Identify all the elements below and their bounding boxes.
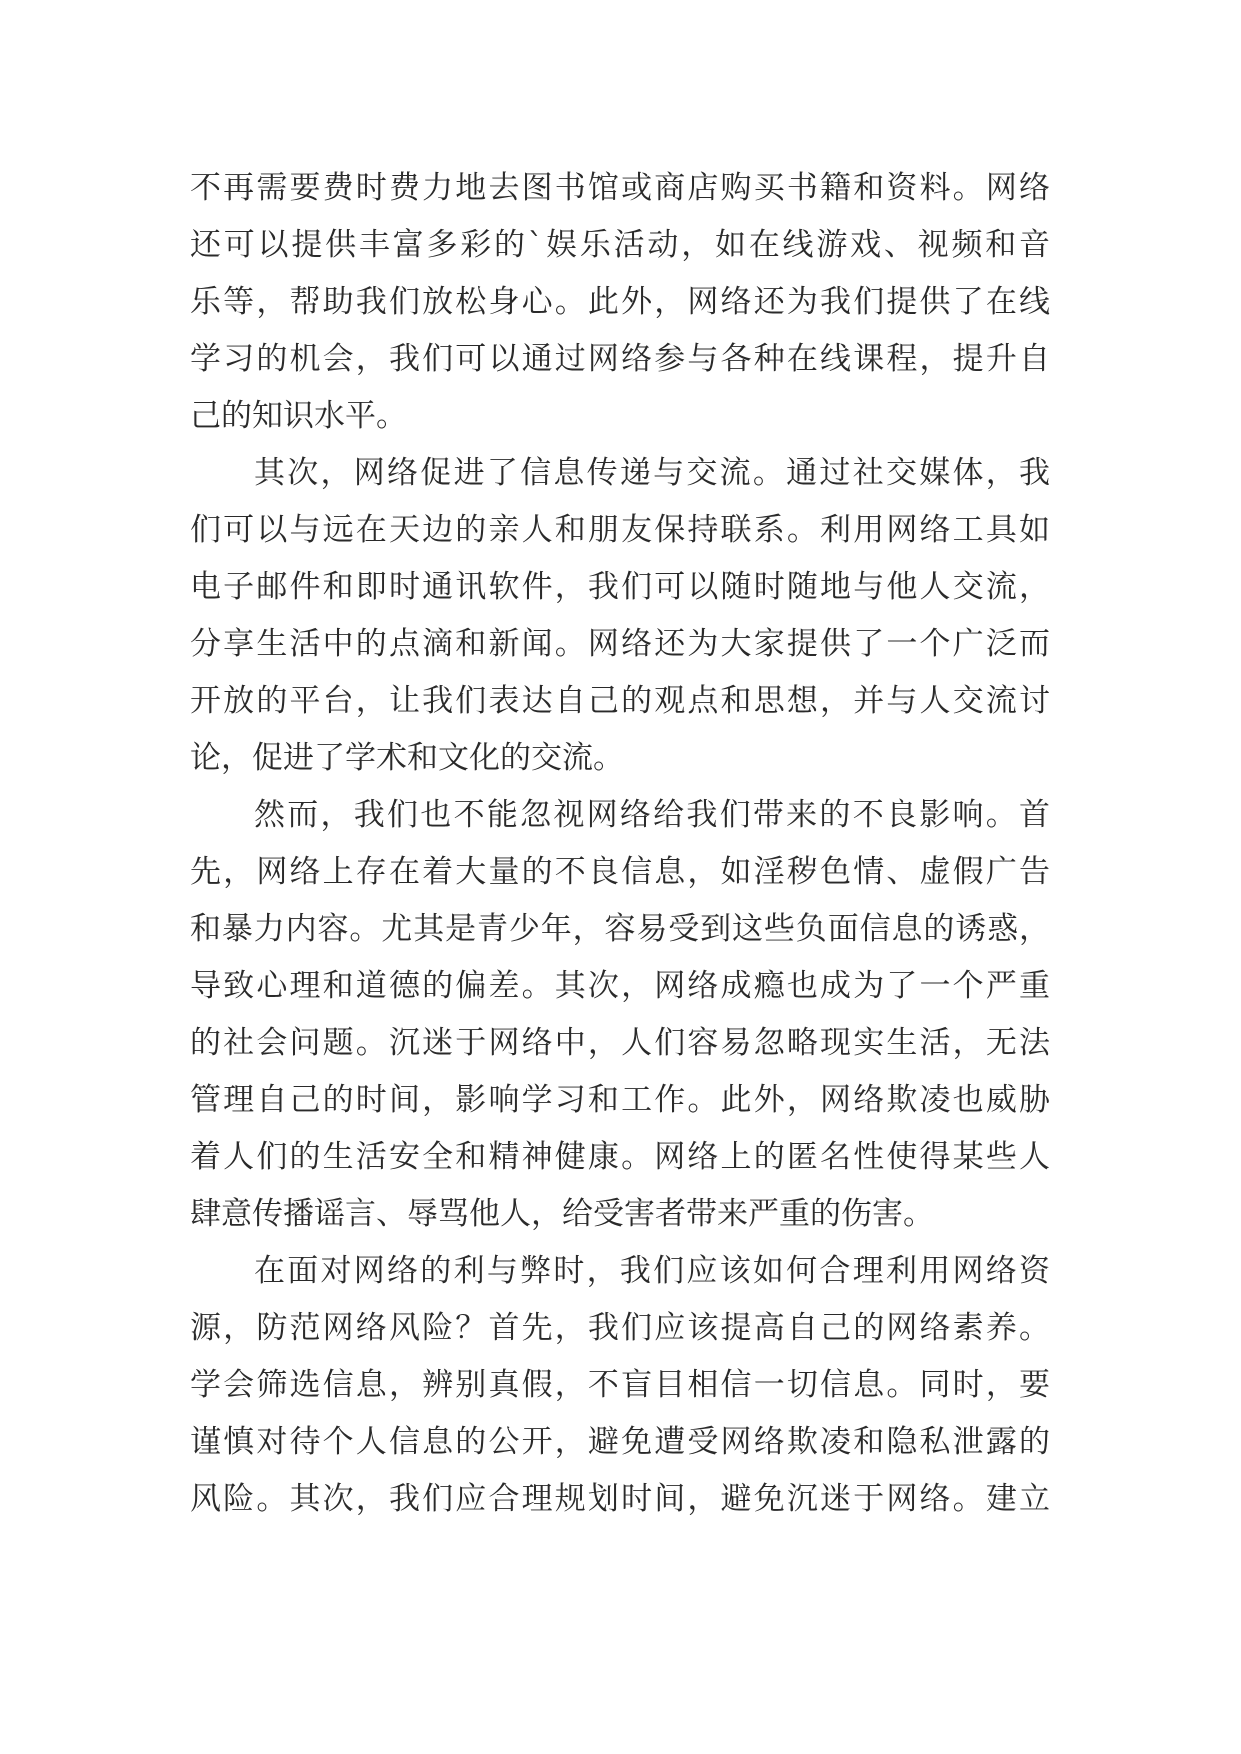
text-line: 的社会问题。沉迷于网络中，人们容易忽略现实生活，无法	[190, 1025, 1050, 1061]
text-line: 管理自己的时间，影响学习和工作。此外，网络欺凌也威胁	[190, 1082, 1050, 1118]
text-line: 学习的机会，我们可以通过网络参与各种在线课程，提升自	[190, 341, 1050, 377]
text-line: 不再需要费时费力地去图书馆或商店购买书籍和资料。网络	[190, 170, 1050, 206]
text-line: 己的知识水平。	[190, 398, 407, 434]
text-line: 和暴力内容。尤其是青少年，容易受到这些负面信息的诱惑，	[190, 911, 1050, 947]
paragraph-first-line: 在面对网络的利与弊时，我们应该如何合理利用网络资	[254, 1253, 1050, 1289]
paragraph-first-line: 其次，网络促进了信息传递与交流。通过社交媒体，我	[254, 455, 1050, 491]
text-line: 电子邮件和即时通讯软件，我们可以随时随地与他人交流，	[190, 569, 1050, 605]
text-line: 源，防范网络风险？首先，我们应该提高自己的网络素养。	[190, 1310, 1050, 1346]
text-line: 还可以提供丰富多彩的`娱乐活动，如在线游戏、视频和音	[190, 227, 1050, 263]
text-line: 谨慎对待个人信息的公开，避免遭受网络欺凌和隐私泄露的	[190, 1424, 1050, 1460]
text-line: 着人们的生活安全和精神健康。网络上的匿名性使得某些人	[190, 1139, 1050, 1175]
body-text	[190, 160, 1050, 1528]
text-line: 导致心理和道德的偏差。其次，网络成瘾也成为了一个严重	[190, 968, 1050, 1004]
text-line: 分享生活中的点滴和新闻。网络还为大家提供了一个广泛而	[190, 626, 1050, 662]
text-line: 风险。其次，我们应合理规划时间，避免沉迷于网络。建立	[190, 1481, 1050, 1517]
text-line: 学会筛选信息，辨别真假，不盲目相信一切信息。同时，要	[190, 1367, 1050, 1403]
text-line: 乐等，帮助我们放松身心。此外，网络还为我们提供了在线	[190, 284, 1050, 320]
text-line: 们可以与远在天边的亲人和朋友保持联系。利用网络工具如	[190, 512, 1050, 548]
text-line: 论，促进了学术和文化的交流。	[190, 740, 624, 776]
text-line: 肆意传播谣言、辱骂他人，给受害者带来严重的伤害。	[190, 1196, 934, 1232]
paragraph-first-line: 然而，我们也不能忽视网络给我们带来的不良影响。首	[254, 797, 1050, 833]
text-line: 先，网络上存在着大量的不良信息，如淫秽色情、虚假广告	[190, 854, 1050, 890]
text-line: 开放的平台，让我们表达自己的观点和思想，并与人交流讨	[190, 683, 1050, 719]
